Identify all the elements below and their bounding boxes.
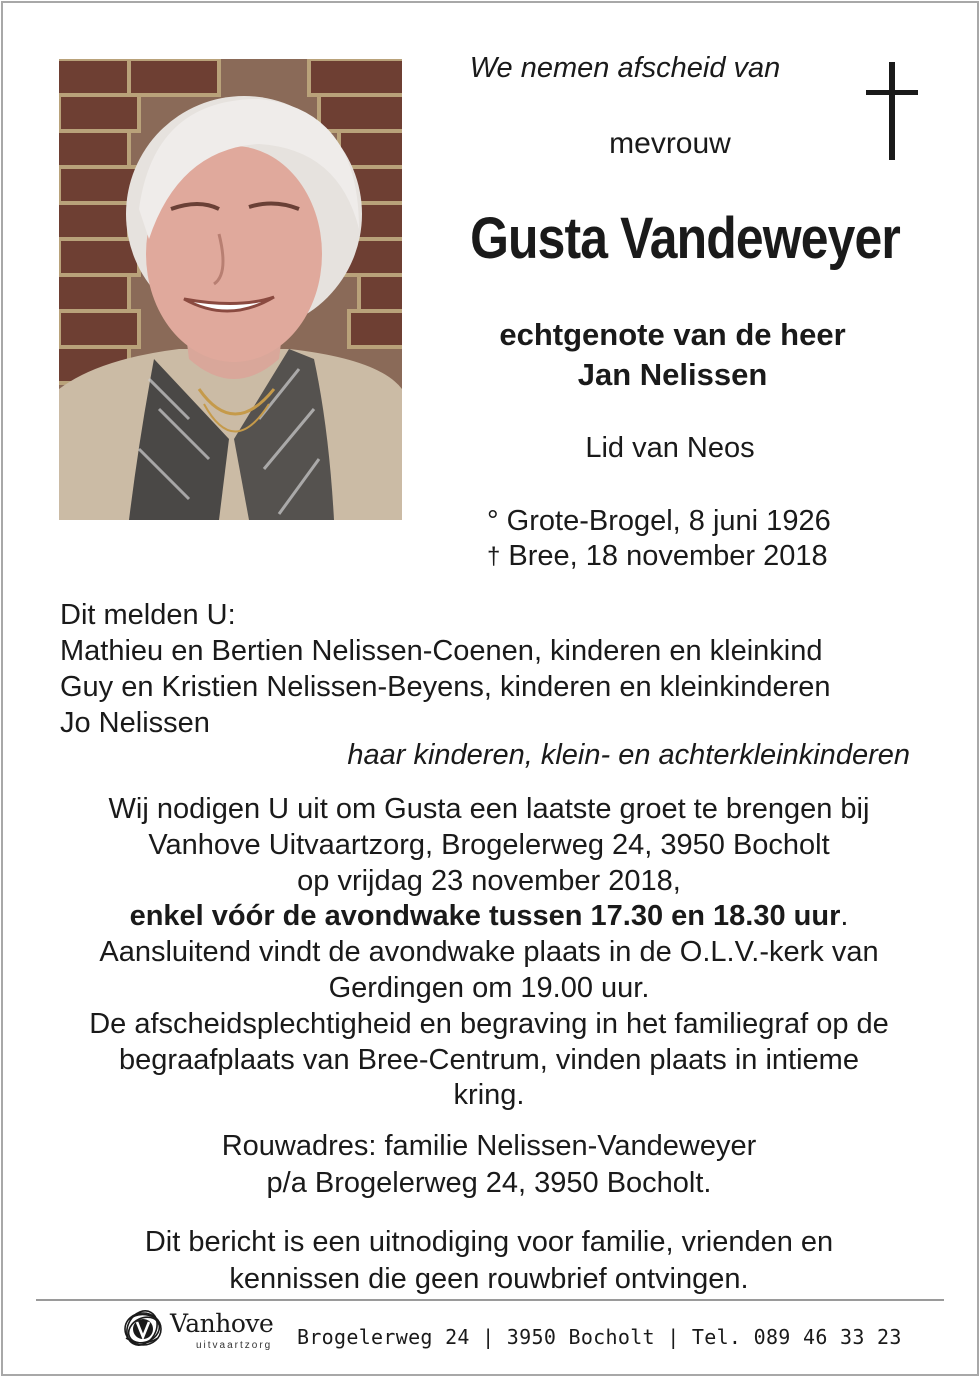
invitation-line: Aansluitend vindt de avondwake plaats in de O.L.V.-kerk van — [99, 936, 879, 969]
portrait-photo — [59, 59, 402, 520]
invitation-line-bold — [30, 899, 948, 935]
mourning-address — [30, 1128, 948, 1202]
visit-hours: enkel vóór de avondwake tussen 17.30 en 18.30 uur — [129, 900, 841, 933]
logo-name: Vanhove — [170, 1309, 274, 1338]
footer-contact: Brogelerweg 24 | 3950 Bocholt | Tel. 089 46 33 23 — [297, 1325, 902, 1349]
family-heading: Dit melden U: — [60, 599, 236, 631]
title-word: mevrouw — [609, 127, 731, 160]
family-member: Mathieu en Bertien Nelissen-Coenen, kinderen en kleinkind — [60, 635, 823, 667]
latin-cross-icon — [862, 62, 922, 160]
closing-line: Dit bericht is een uitnodiging voor familie, vrienden en — [144, 1226, 834, 1258]
invitation-line: op vrijdag 23 november 2018, — [297, 864, 681, 897]
death-symbol: † — [487, 543, 501, 570]
deceased-name: Gusta Vandeweyer — [470, 206, 900, 271]
invitation-line: Gerdingen om 19.00 uur. — [328, 971, 650, 1004]
birth-symbol: ° — [487, 505, 499, 537]
closing-line: kennissen die geen rouwbrief ontvingen. — [229, 1263, 749, 1295]
birth-text: Grote-Brogel, 8 juni 1926 — [506, 505, 831, 537]
invitation-line: Wij nodigen U uit om Gusta een laatste groet te brengen bij — [108, 793, 870, 825]
family-member: Jo Nelissen — [60, 707, 210, 739]
birth-line — [487, 505, 831, 538]
family-list — [60, 597, 831, 741]
logo-subtitle: uitvaartzorg — [196, 1340, 273, 1351]
invitation-block — [30, 792, 948, 1114]
invitation-line: kring. — [453, 1079, 525, 1112]
visit-hours-end: . — [840, 900, 849, 933]
invitation-line: Vanhove Uitvaartzorg, Brogelerweg 24, 3950 Bocholt — [148, 828, 830, 861]
family-role: haar kinderen, klein- en achterkleinkinderen — [347, 739, 910, 771]
address-line: p/a Brogelerweg 24, 3950 Bocholt. — [266, 1167, 712, 1199]
invitation-line: begraafplaats van Bree-Centrum, vinden plaats in intieme — [119, 1043, 859, 1076]
closing-note — [30, 1224, 948, 1298]
intro-text: We nemen afscheid van — [469, 52, 781, 84]
death-text: Bree, 18 november 2018 — [508, 540, 828, 572]
spouse-block — [420, 315, 925, 395]
spouse-line-1: echtgenote van de heer — [499, 317, 846, 352]
invitation-line: De afscheidsplechtigheid en begraving in het familiegraf op de — [89, 1007, 889, 1040]
address-line: Rouwadres: familie Nelissen-Vandeweyer — [221, 1130, 757, 1162]
spouse-line-2: Jan Nelissen — [577, 357, 768, 392]
death-line — [487, 540, 828, 573]
membership-text: Lid van Neos — [585, 432, 755, 464]
family-member: Guy en Kristien Nelissen-Beyens, kinderen en kleinkinderen — [60, 671, 831, 703]
footer-divider — [36, 1299, 944, 1301]
